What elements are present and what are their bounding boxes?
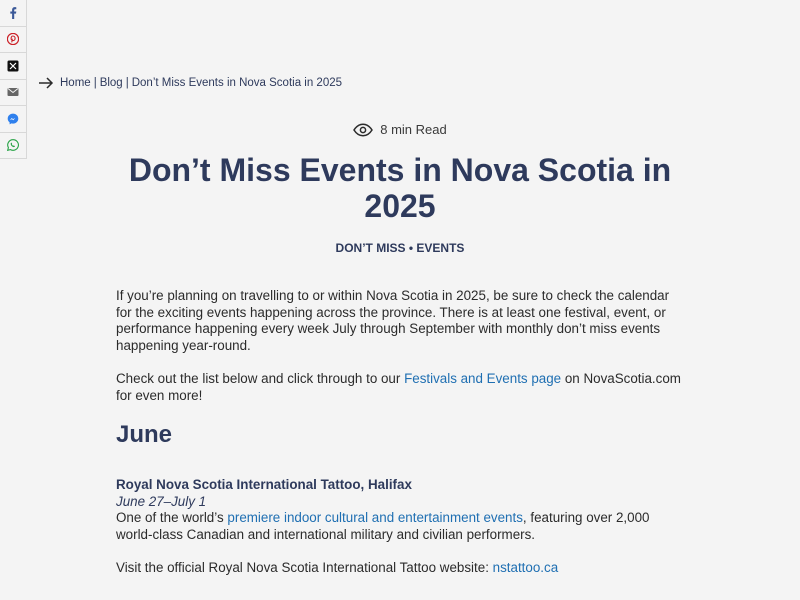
- page-title: Don’t Miss Events in Nova Scotia in 2025: [128, 152, 672, 224]
- share-x-button[interactable]: [0, 53, 26, 80]
- event-entry: [116, 477, 686, 543]
- section-heading-june: June: [116, 421, 173, 449]
- event-desc-before: One of the world’s: [116, 510, 228, 526]
- breadcrumb-home-link[interactable]: Home: [60, 77, 91, 89]
- pinterest-icon: [7, 33, 19, 45]
- read-time-label: 8 min Read: [380, 122, 447, 137]
- event-desc-link[interactable]: premiere indoor cultural and entertainment events: [227, 510, 523, 526]
- arrow-right-icon: [38, 76, 54, 90]
- breadcrumb: [38, 76, 342, 90]
- share-pinterest-button[interactable]: [0, 27, 26, 54]
- breadcrumb-blog-link[interactable]: Blog: [99, 77, 123, 89]
- event-website-link[interactable]: nstattoo.ca: [492, 560, 559, 576]
- event-name: Royal Nova Scotia International Tattoo, Halifax: [116, 477, 412, 493]
- breadcrumb-current: Don’t Miss Events in Nova Scotia in 2025: [131, 77, 343, 89]
- share-email-button[interactable]: [0, 80, 26, 107]
- intro-paragraph: If you’re planning on travelling to or within Nova Scotia in 2025, be sure to check the calendar for the exciting events happening across the province. There is at least one festival, event, or performance happening every week July through September with monthly don’t miss events happening year-round.: [116, 288, 670, 353]
- whatsapp-icon: [7, 139, 19, 151]
- event-desc-after: , featuring over 2,000 world-class Canadian and international military and civilian performers.: [116, 510, 650, 542]
- x-icon: [7, 60, 19, 72]
- article-body: [116, 288, 686, 593]
- festivals-text-before: Check out the list below and click through to our: [116, 370, 405, 386]
- read-time: [0, 122, 800, 137]
- festivals-paragraph: [116, 371, 686, 404]
- festivals-text-after: on NovaScotia.com for even more!: [116, 370, 681, 403]
- event-website-line: [116, 560, 686, 577]
- category-tags: DON’T MISS • EVENTS: [335, 241, 465, 255]
- breadcrumb-separator: |: [125, 77, 129, 89]
- email-icon: [7, 86, 19, 98]
- share-facebook-button[interactable]: [0, 0, 26, 27]
- event-date: June 27–July 1: [116, 493, 207, 509]
- eye-icon: [353, 123, 373, 137]
- event-website-text: Visit the official Royal Nova Scotia International Tattoo website:: [116, 560, 493, 576]
- breadcrumb-separator: |: [93, 77, 97, 89]
- facebook-icon: [7, 7, 19, 19]
- festivals-events-link[interactable]: Festivals and Events page: [404, 370, 562, 386]
